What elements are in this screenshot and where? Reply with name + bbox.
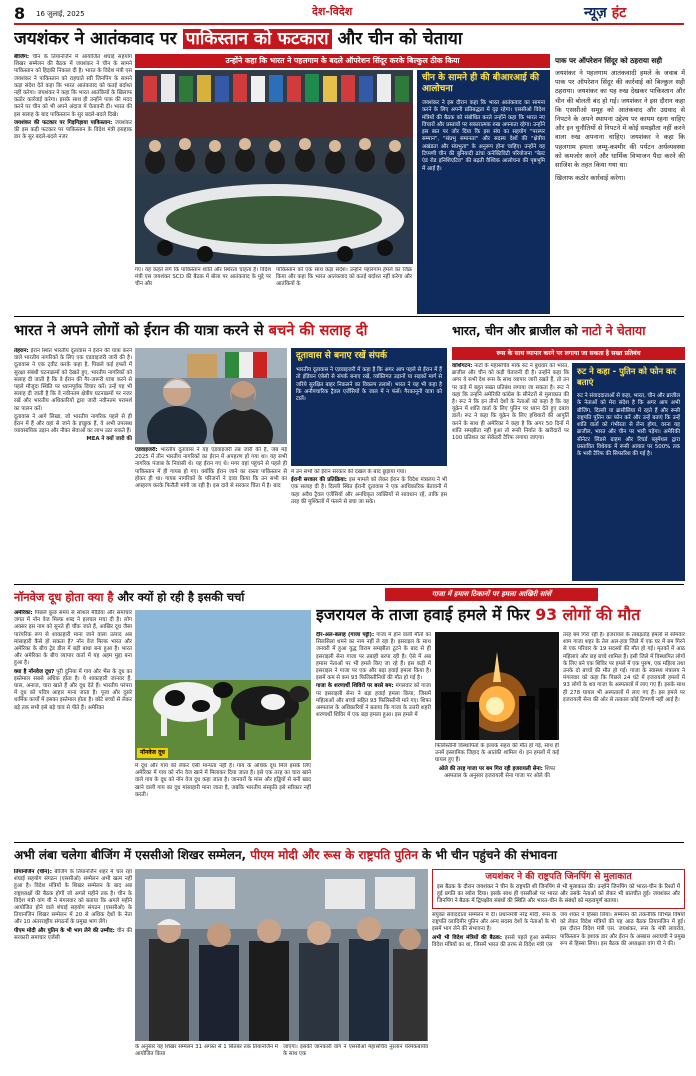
story2-col3: में उन सभी को ईरान सरकार की दखल के बाद छुड़ाया गया। ईरानी सरकार की प्रतिक्रिया: इस मामले को लेकर ईरान के विदेश मंत्रालय ने भी एक सलाह दी है। दिल्ली स्थित ईरानी दूतावास ने एक आधिकारिक बेतावनी में कहा अवैध ट्रैवल एजेंसियों और अनधिकृत व्यक्तियों से सावधान रहें, ताकि इस तरह की मुश्किलों में फंसने से बचा जा सके।	[291, 469, 447, 505]
story3-box-text: रुट ने संवाददाताओं से कहा, भारत, चीन और ब्राजील के नेताओं को मेरा संदेश है कि अगर आप अभी बीजिंग, दिल्ली या ब्रासीलिया में रहते हैं और रूसी राष्ट्रपति पुतिन का फोन करें और उन्हें बताएं कि उन्हें शांति वार्ता को गंभीरता से लेना होगा, वरना यह ब्राजील, भारत और चीन पर भारी पड़ेगा। अमेरिकी सीनेटर लिंडसे ग्राहम और रिचर्ड ब्लूमेंथल द्वारा प्रस्तावित विधेयक में रूसी आयात पर 500% तक के भारी टैरिफ की सिफारिश की गई है।	[577, 393, 680, 458]
story4-under-photo: में दूध और गाय को लेकर ऐसी मान्यता नहीं है। गाय के अधिक दूध मिले इसके लिए अमेरिका में गाय को नॉन वेज खाने में मिलाकर दिया जाता है। इसे एक तरह का चारा खाने वाले गाय के दूध को नॉन वेज दूध कहा जाता है। जानवरों के मांस और हड्डियों से बनी खाद खाने वाली गाय का दूध मांसाहारी माना जाता है, जबकि भारतीय संस्कृति इसे स्वीकार नहीं करती।	[135, 763, 311, 798]
story6-under-photo-2: जाएगा। इसकी जानकारी वांग ने एससीओ महासचिव नूरलान येरमेकबायेव के साथ एक	[283, 1044, 428, 1058]
story1-right-title: पाक पर ऑपरेशन सिंदूर को ठहराया सही	[555, 56, 662, 65]
story2-headline: भारत ने अपने लोगों को ईरान की यात्रा करने से बचने की सलाह दी	[14, 322, 368, 339]
story1-col1: बीजिंग: चीन के तियानजिन में आयोजित शंघाई सहयोग शिखर सम्मेलन की बैठक में जयशंकर ने चीन के सामने पाकिस्तान को हिड़की निकाल दी है। भारत के विदेश मंत्री एस जयशंकर ने पाकिस्तान को राहघाते स्वी जिनपिंग के सामने कड़ा संदेश देते कहा कि भारत आतंकवाद को कतई बर्दाश्त नहीं करेगा। जयशंकर ने कहा कि भारत आतंकियों के खिलाफ कठोर कार्रवाई करेगा। इसके साथ ही उन्होंने पाक की मदद करने पर चीन को भी अपने अंदाज में चेतावनी दी। भारत की इस सलाह के बाद पाकिस्तान के सुर बदले-बदले दिखे। जयशंकर की फटकार पर गिड़गिड़ाया पाकिस्तान: जयशंकर की इस कड़ी फटकार पर पाकिस्तान के विदेश मंत्री इसहाक डार के सुर बदले-बदले नजर	[14, 54, 132, 141]
story6-right-text: जय शंकर ने हिस्सा लिया। सम्मेलन की तकनीकि विभिन्न विषयों को लेकर विदेश मंत्रियों की यह आठ बैठक तियानजिन में हुई। इस दौरान विदेश मंत्री एस. जयशंकर, रूस के मंत्री लावरोव, पाकिस्तान के इशाक डार और ईरान के अब्बास अराघची ने प्रमुख रूप से हिस्सा लिया। इस बैठक की अध्यक्षता वांग यी ने की।	[560, 912, 685, 947]
brand-logo	[584, 2, 626, 22]
story2-col2: एडवाइजरी: भारतीय दूतावास ने यह एडवाइजरी तब जारी की है, जब मई 2025 में तीन भारतीय नागरिकों का ईरान में अपहरण हो गया था। यह सभी नागरिक पंजाब के निवासी थे। यह ईरान गए थे। मगर वहां पहुंचने से पहले ही पाकिस्तान में ही गायब हो गए। क्योंकि ईरान जाने का रास्ता पाकिस्तान से होकर ही था। गायब नागरिकों के परिजनों ने दावा किया कि उन सभी का अपहरण करके फिरौती मांगी जा रही है। इस दावे से सरकार चिंता में है। बाद	[135, 447, 287, 490]
story5-col1: दीर-अल-बलाह (गाजा पट्टी): गाजा में होने वाली मौतों का सिलसिला थमने का नाम नहीं ले रहा है। इसराइल के साथ जनवरी में हुआ युद्ध विराम समझौता टूटने के बाद से ही इसराइली सेना गाजा पर तबाही बरपा रही है। ऐसे में अब हमास नेताओं पर भी हमले किए जा रहे हैं। इस कड़ी में इसराइल ने गाजा पर एक और बड़ा हवाई हमला किया है। इसमें कम से कम 93 फिलिस्तीनियों की मौत हो गई है। गाजा के शरणार्थी शिविरों पर बरसे बम: मंगलवार को गाजा पर इसराइली सेना ने बड़ा हवाई हमला किया, जिसमें महिलाओं और बच्चों सहित 93 फिलिस्तीनी मारे गए। शिफा अस्पताल के अधिकारियों ने बताया कि गाजा के उत्तरी शहरी शरणार्थी शिविर में एक बड़ा हमला हुआ। इस हमले में	[316, 632, 431, 719]
story2-box-title: दूतावास से बनाए रखें संपर्क	[296, 351, 387, 361]
story2-col1: तेहरान: ईरान स्थित भारतीय दूतावास ने ईरान की यात्रा करने वाले भारतीय नागरिकों के लिए एक एडवाइजरी जारी की है। दूतावास ने एक ट्वीट करके कहा है, पिछले कई हफ्तों में सुरक्षा संबंधी घटनाक्रमों को देखते हुए, भारतीय नागरिकों को सलाह दी जाती है कि वे ईरान की गैर-जरूरी यात्रा करने से पहले मौजूदा स्थिति पर ध्यानपूर्वक विचार करें। उन्हें यह भी सलाह दी जाती है कि वे नवीनतम क्षेत्रीय घटनाक्रमों पर नजर रखें और भारतीय अधिकारियों द्वारा जारी नवीनतम परामर्श का पालन करें। दूतावास ने आगे लिखा, जो भारतीय नागरिक पहले से ही ईरान में हैं और वहां से जाने के इच्छुक हैं, वे अभी उपलब्ध व्यावसायिक उड़ान और नौका सेवाओं का लाभ उठा सकते हैं। MEA ने क्यों जारी की	[14, 348, 132, 443]
story5-right-text: तरह बम गिरा रही है। इजरायल के ताबड़तोड़ हमलों से सोमवार शाम गाजा शहर के तेल अल-हवा जिले में एक घर में बम गिरने से एक परिवार के 19 सदस्यों की मौत हो गई। मृतकों में आठ महिलाएं और छह बच्चे शामिल हैं। इसी जिले में विस्थापित लोगों के लिए बने एक शिविर पर हमले में एक पुरुष, एक महिला तथा उनके दो बच्चों की मौत हो गई। गाजा के स्वास्थ्य मंत्रालय ने मंगलवार को कहा कि पिछले 24 घंटे में इजरायली हमलों में 93 लोगों के शव गाजा के अस्पतालों में लाए गए हैं। इसके साथ ही 278 घायल भी अस्पतालों में लाए गए हैं। इस हमले पर इजरायली सेना की ओर से तत्काल कोई टिप्पणी नहीं आई है।	[563, 632, 685, 703]
story3-subhead: रूस के साथ व्यापार करने पर लगाया जा सकता है सख्त प्रतिबंध	[452, 347, 685, 360]
summit-leaders-image	[135, 869, 428, 1041]
header-rule	[14, 23, 684, 25]
story6-box-text: इस बैठक के दौरान जयशंकर ने चीन के राष्ट्रपति शी जिनपिंग से भी मुलाकात की। उन्होंने जिनपिंग को भारत-चीन के रिश्तों में हुई प्रगति का ब्योरा दिया। इसके साथ ही एससीओ पर भारत और उसके नेताओं को लेकर भी बातचीत हुई। जयशंकर और जिनपिंग ने बैठक में द्विपक्षीय संबंधों की स्थिति और भारत-चीन के संबंधों को महत्वपूर्ण बताया।	[437, 884, 680, 904]
story2-box	[291, 348, 447, 466]
story6-photo	[135, 869, 428, 1041]
divider	[14, 316, 684, 317]
delegates-meeting-image	[135, 70, 413, 264]
brand-sub: हंट	[611, 5, 627, 21]
story6-box	[432, 869, 685, 909]
story1-headline: जयशंकर ने आतंकवाद पर पाकिस्तान को फटकारा और चीन को चेताया	[14, 29, 463, 49]
airstrike-explosion-image	[435, 632, 559, 740]
story6-headline: अभी लंबा चलेगा बीजिंग में एससीओ शिखर सम्मेलन, पीएम मोदी और रूस के राष्ट्रपति पुतिन के भी चीन पहुंचने की संभावना	[14, 848, 557, 862]
story5-under-photo: फिलिस्तीनी विस्थापितों के इलाके सहरा की मौत हो गई, साथ ही उनमें इस्लामिक जिहाद के आतंकी शामिल थे। इन हमलों में कई घायल हुए हैं। ओले की तरह गाजा पर बम गिरा रही इजरायली सेना: शिफा अस्पताल के अनुसार इजरायली सेना गाजा पर ओले की	[435, 743, 559, 779]
story4-text: अमेरिका: पिछले कुछ समय से सोशल मीडिया और समाचार जगत में नॉन वेज मिल्क शब्द ने हलचल मचा दी है। लोग अक्सर इस नाम को सुनते ही चौंक जाते हैं, आखिर दूध जैसा पारंपरिक रूप से शाकाहारी माना जाने वाला उत्पाद अब मांसाहारी कैसे हो सकता है? नॉन वेज मिल्क भारत और अमेरिका के बीच ट्रेड डील में बड़ी बाधा बना हुआ है। भारत और अमेरिका के बीच व्यापार वार्ता में यह अहम मुद्दा बना हुआ है। क्या है नॉनवेज दूध? पूरी दुनिया में गाय और भैंस के दूध का इस्तेमाल सबसे अधिक होता है। ये शाकाहारी जानवर हैं, घास, अनाज, चारा खाते हैं और दूध देते हैं। भारतीय परंपरा में दूध को पवित्र आहार माना जाता है। पूजा और दूसरे धार्मिक कार्यों में इसका इस्तेमाल होता है। छोटे बच्चों से लेकर बड़े तक सभी इसे बड़े चाव से पीते हैं। अमेरिका	[14, 610, 132, 711]
header-date: 16 जुलाई, 2025	[36, 10, 85, 18]
story1-box-title: चीन के सामने ही की बीआरआई की आलोचना	[422, 73, 540, 94]
officials-meeting-image	[135, 348, 287, 444]
brand-main: न्यूज़	[584, 5, 607, 21]
story5-headline: इजरायल के ताजा हवाई हमले में फिर 93 लोगों की मौत	[316, 605, 641, 624]
story1-right-text: जयशंकर ने पहलगाम आतंकवादी हमले के जवाब में पाक पर ऑपरेशन सिंदूर की कार्रवाई को बिल्कुल सही ठहराया। जयशंकर का यह रुख देखकर पाकिस्तान और चीन की बोलती बंद हो गई। जयशंकर ने इस दौरान कहा कि एससीओ समूह को आतंकवाद और उग्रवाद से निपटने के अपने स्थापना उद्देश्य पर कायम रहना चाहिए और इन चुनौतियों से निपटने में कोई समझौता नहीं करने वाला रुख अपनाना चाहिए। जयशंकर ने कहा कि पहलगाम हमला जम्मू-कश्मीर की पर्यटन अर्थव्यवस्था को कमजोर करने और धार्मिक विभाजन पैदा करने की साजिश के तहत किया गया था। खिलाफ कठोर कार्रवाई करेगा।	[555, 69, 685, 183]
story4-headline: नॉनवेज दूध होता क्या है और क्यों हो रही है इसकी चर्चा	[14, 590, 245, 604]
story4-caption: नॉनवेज दूध	[137, 748, 168, 758]
story1-box	[417, 70, 550, 314]
story2-box-text: भारतीय दूतावास ने एडवाइजरी में कहा है कि अगर आप पहले से ईरान में हैं तो इंडियन एंबेसी से संपर्क बनाए रखें, व्यक्तिगत उड़ानों या सड़कों मार्ग से जरिये सुरक्षित बाहर निकलने का विकल्प तलाशें। भारत ने यह भी कहा है कि अनौपचारिक ट्रैवल एजेंसियों के जाल में न फंसें। गैरकानूनी यात्रा को टालें।	[296, 367, 442, 403]
story5-photo	[435, 632, 559, 740]
story4-photo	[135, 610, 311, 760]
cows-image	[135, 610, 311, 760]
story1-subhead: उन्होंने कहा कि भारत ने पहलगाम के बदले ऑपरेशन सिंदूर करके बिल्कुल ठीक किया	[135, 54, 550, 68]
story6-box-title: जयशंकर ने की राष्ट्रपति जिनपिंग से मुलाकात	[485, 872, 632, 882]
story1-photo	[135, 70, 413, 264]
story6-col3: संयुक्त संवाददाता सम्मेलन में दी। प्रधानमंत्री नरेंद्र मोदी, रूस के राष्ट्रपति व्लादिमीर पुतिन और अन्य सदस्य देशों के नेताओं के भी इसमें भाग लेने की संभावना है। अभी भी विदेश मंत्रियों की बैठक: इससे पहले हुआ सम्मेलन विदेश मंत्रियों का था, जिसमें भारत की तरफ से विदेश मंत्री एस	[432, 912, 556, 948]
story6-col1: तियानजिन (चीन): बीजिंग के तियानजिन शहर में चल रहा शंघाई सहयोग संगठन (एससीओ) सम्मेलन अभी खत्म नहीं हुआ है। विदेश मंत्रियों के शिखर सम्मेलन के बाद अब राष्ट्राध्यक्षों की बैठक होगी जो अगले महीने तक है। चीन के विदेश मंत्री वांग यी ने मंगलवार को बताया कि अगले महीने आयोजित होने वाले शंघाई सहयोग संगठन (एससीओ) के तियानजिन शिखर सम्मेलन में 20 से अधिक देशों के नेता और 10 अंतरराष्ट्रीय संगठनों के प्रमुख भाग लेंगे। पीएम मोदी और पुतिन के भी भाग लेने की उम्मीद: चीन की सरकारी समाचार एजेंसी	[14, 869, 132, 941]
story6-under-photo-1: के अनुसार यह शिखर सम्मेलन 31 अगस्त से 1 सितंबर तक तियानजिन में आयोजित किया	[135, 1044, 278, 1058]
divider	[14, 842, 684, 843]
story1-box-text: जयशंकर ने इस दौरान कहा कि भारत आतंकवाद का सामना करने के लिए अपनी प्रतिबद्धता में दृढ़ रहेगा। एससीओ विदेश मंत्रियों की बैठक को संबोधित करते उन्होंने कहा कि भारत नए विचारों और प्रस्तावों पर सकारात्मक रुख अपनाता रहेगा। उन्होंने इस बात पर जोर दिया कि इस संघ का सहयोग "परस्पर सम्मान", "संप्रभु समानता" और सदस्य देशों की "क्षेत्रीय अखंडता और संप्रभुता" के अनुरूप होना चाहिए। उन्होंने यह टिप्पणी चीन की बुनियादी ढांचा कनेक्टिविटी परियोजना "बेल्ट एंड रोड इनिशिएटिव" की बढ़ती वैश्विक आलोचना की पृष्ठभूमि में आई है।	[422, 100, 545, 172]
page-header	[0, 0, 696, 30]
story3-box-title: रुट ने कहा - पुतिन को फोन कर बताएं	[577, 366, 676, 387]
story1-under-photo-1: गए। यह कहते लगे कि पाकिस्तान शांति और स्थिरता चाहता है। विदेश मंत्री एस जयशंकर SCO की बैठक में बोला पर आतंकवाद के मुद्दे पर चीन और	[135, 267, 271, 288]
story3-box	[572, 363, 685, 581]
page-number: 8	[14, 4, 26, 23]
story3-headline: भारत, चीन और ब्राजील को नाटो ने चेताया	[452, 323, 646, 338]
story1-under-photo-2: पाकिस्तान को एक साथ कड़ा संदेश। उन्होंने पहलगाम हमले का जिक्र किया और कहा कि भारत आतंकवाद को कतई बर्दाश्त नहीं करेगा और आतंकियों के	[276, 267, 412, 288]
section-label: देश-विदेश	[312, 5, 353, 18]
divider	[14, 584, 684, 585]
story5-kicker: गाजा में हमास ठिकानों पर हमला आखिरी सांसें	[385, 588, 598, 601]
story2-photo	[135, 348, 287, 444]
story3-text: वाशिंगटन: नाटो के महासचिव मार्क रुट ने बुधवार को भारत, ब्राजील और चीन को कड़ी चेतावनी दी है। उन्होंने कहा कि अगर ये सभी देश रूस के साथ व्यापार जारी रखते हैं, तो उन पर कड़े में बहुत सख्त प्रतिबंध लगाया जा सकता है। रूट ने कहा कि उन्होंने अमेरिकी कांग्रेस के सीनेटरों से मुलाकात की है। रूट ने कि इन तीनों देशों के नेताओं को कहा है कि वह यूक्रेन में शांति वार्ता के लिए पुतिन पर ध्यान देते हुए दबाव डालें। रूट ने कहा कि यूक्रेन के लिए हथियारों की आपूर्ति करने के साथ ही अमेरिका ने कहा है कि अगर 50 दिनों में शांति समझौता नहीं हुआ तो रूसी निर्यात के खरीदारों पर 100 प्रतिशत का सेकेंडरी टैरिफ लगाया जाएगा।	[452, 363, 569, 442]
